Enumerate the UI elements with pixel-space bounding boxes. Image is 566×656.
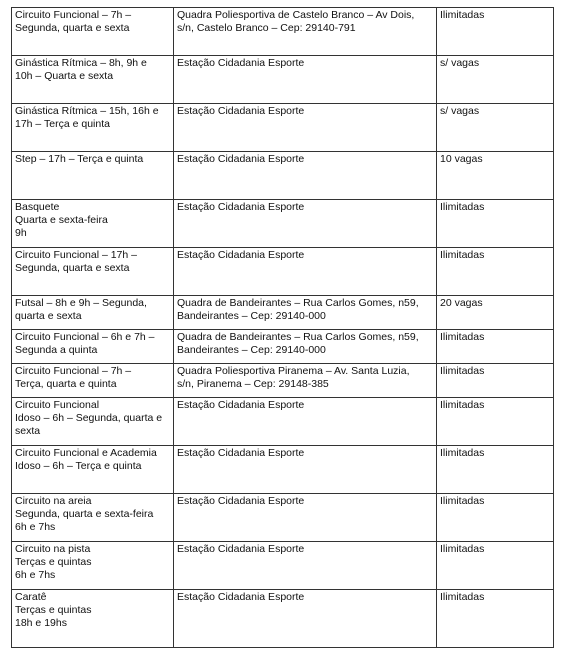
vacancies-cell: Ilimitadas [437, 590, 554, 648]
table-row [12, 200, 554, 248]
location-cell: Estação Cidadania Esporte [174, 590, 437, 648]
table-row [12, 446, 554, 494]
location-cell: Quadra de Bandeirantes – Rua Carlos Gomes, n59, Bandeirantes – Cep: 29140-000 [174, 296, 437, 330]
table-row [12, 330, 554, 364]
location-cell: Estação Cidadania Esporte [174, 248, 437, 296]
table-row [12, 296, 554, 330]
location-cell: Estação Cidadania Esporte [174, 398, 437, 446]
activity-cell: Ginástica Rítmica – 15h, 16h e 17h – Terça e quinta [12, 104, 174, 152]
activity-cell: Circuito Funcional – 7h – Segunda, quarta e sexta [12, 8, 174, 56]
location-cell: Estação Cidadania Esporte [174, 542, 437, 590]
activity-cell: Circuito na pista Terças e quintas 6h e 7hs [12, 542, 174, 590]
activity-cell: Circuito Funcional Idoso – 6h – Segunda, quarta e sexta [12, 398, 174, 446]
activities-table-body [12, 8, 554, 648]
vacancies-cell: Ilimitadas [437, 248, 554, 296]
vacancies-cell: Ilimitadas [437, 364, 554, 398]
activity-cell: Circuito na areia Segunda, quarta e sexta-feira 6h e 7hs [12, 494, 174, 542]
location-cell: Quadra Poliesportiva Piranema – Av. Santa Luzia, s/n, Piranema – Cep: 29148-385 [174, 364, 437, 398]
vacancies-cell: Ilimitadas [437, 494, 554, 542]
location-cell: Quadra Poliesportiva de Castelo Branco – Av Dois, s/n, Castelo Branco – Cep: 29140-791 [174, 8, 437, 56]
location-cell: Estação Cidadania Esporte [174, 152, 437, 200]
activity-cell: Circuito Funcional – 6h e 7h – Segunda a quinta [12, 330, 174, 364]
table-row [12, 590, 554, 648]
vacancies-cell: 10 vagas [437, 152, 554, 200]
table-row [12, 494, 554, 542]
vacancies-cell: s/ vagas [437, 104, 554, 152]
vacancies-cell: 20 vagas [437, 296, 554, 330]
table-row [12, 364, 554, 398]
table-row [12, 104, 554, 152]
table-row [12, 398, 554, 446]
activity-cell: Circuito Funcional – 17h – Segunda, quarta e sexta [12, 248, 174, 296]
location-cell: Estação Cidadania Esporte [174, 446, 437, 494]
location-cell: Quadra de Bandeirantes – Rua Carlos Gomes, n59, Bandeirantes – Cep: 29140-000 [174, 330, 437, 364]
vacancies-cell: Ilimitadas [437, 200, 554, 248]
table-row [12, 56, 554, 104]
activity-cell: Basquete Quarta e sexta-feira 9h [12, 200, 174, 248]
table-row [12, 542, 554, 590]
activity-cell: Caratê Terças e quintas 18h e 19hs [12, 590, 174, 648]
table-row [12, 248, 554, 296]
activity-cell: Circuito Funcional e Academia Idoso – 6h – Terça e quinta [12, 446, 174, 494]
location-cell: Estação Cidadania Esporte [174, 104, 437, 152]
activity-cell: Ginástica Rítmica – 8h, 9h e 10h – Quarta e sexta [12, 56, 174, 104]
vacancies-cell: Ilimitadas [437, 542, 554, 590]
vacancies-cell: Ilimitadas [437, 398, 554, 446]
location-cell: Estação Cidadania Esporte [174, 200, 437, 248]
vacancies-cell: Ilimitadas [437, 8, 554, 56]
table-row [12, 8, 554, 56]
activity-cell: Futsal – 8h e 9h – Segunda, quarta e sexta [12, 296, 174, 330]
vacancies-cell: Ilimitadas [437, 446, 554, 494]
activity-cell: Circuito Funcional – 7h – Terça, quarta e quinta [12, 364, 174, 398]
activity-cell: Step – 17h – Terça e quinta [12, 152, 174, 200]
location-cell: Estação Cidadania Esporte [174, 494, 437, 542]
location-cell: Estação Cidadania Esporte [174, 56, 437, 104]
vacancies-cell: s/ vagas [437, 56, 554, 104]
table-row [12, 152, 554, 200]
vacancies-cell: Ilimitadas [437, 330, 554, 364]
activities-table [11, 7, 554, 648]
